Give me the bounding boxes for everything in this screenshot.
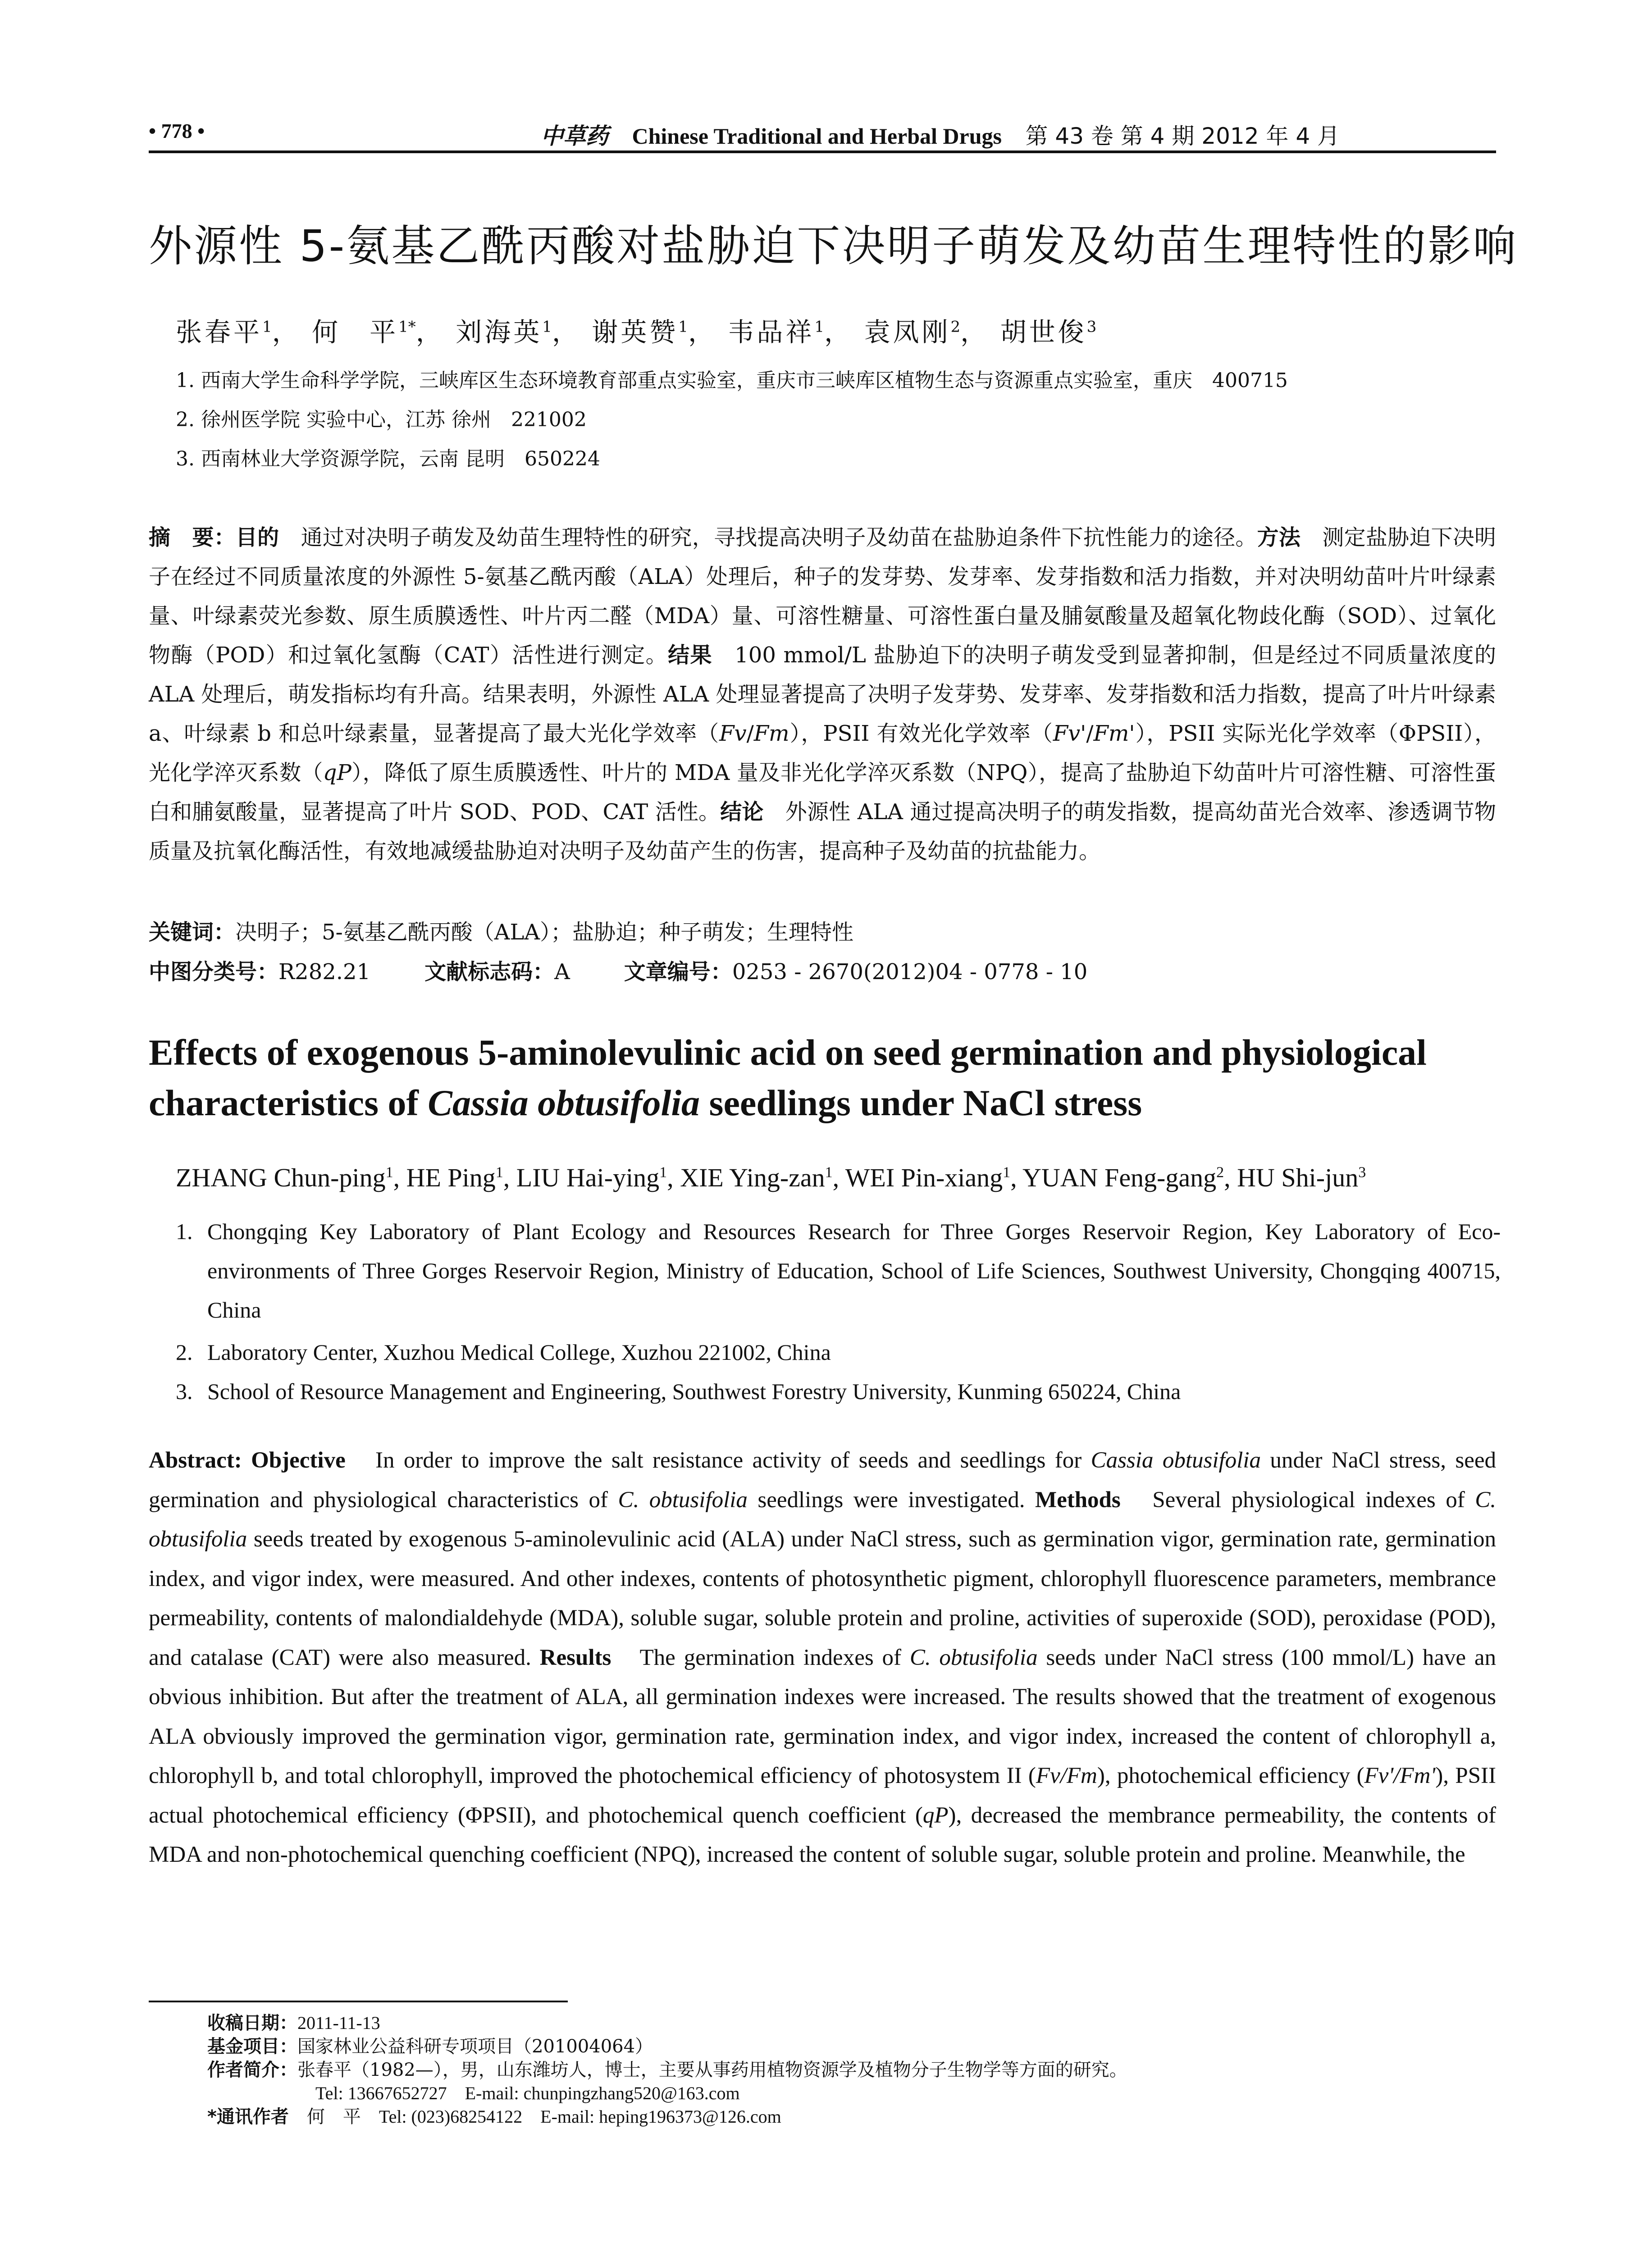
en-title: Effects of exogenous 5-aminolevulinic acid on seed germination and physiological characteristics of Cassia obtusifolia seedlings under NaCl stress xyxy=(149,1032,1427,1123)
cn-title: 外源性 5-氨基乙酰丙酸对盐胁迫下决明子萌发及幼苗生理特性的影响 xyxy=(149,221,1518,271)
cn-author: 张春平$^1$ xyxy=(176,317,272,347)
en-affiliation-2: 2. Laboratory Center, Xuzhou Medical College, Xuzhou 221002, China xyxy=(176,1340,831,1365)
cn-affiliation-2: 2. 徐州医学院 实验中心，江苏 徐州 221002 xyxy=(176,408,587,431)
cn-author: 胡世俊$^3$ xyxy=(1000,317,1097,347)
footnote-corresponding: *通讯作者 何 平 Tel: (023)68254122 E-mail: heping196373@126.com xyxy=(207,2106,781,2127)
en-author: HU Shi-jun$^3$ xyxy=(1237,1163,1366,1192)
en-author: ZHANG Chun-ping$^1$ xyxy=(176,1163,393,1192)
cn-author: 韦品祥$^1$ xyxy=(728,317,825,347)
running-header xyxy=(149,116,1496,152)
en-affiliation-1: 1. Chongqing Key Laboratory of Plant Ecology and Resources Research for Three Gorges Reservoir Region, Key Laboratory of Eco-environments of Three Gorges Reservoir Region, Ministry of Education, School of Life Sciences, Southwest University, Chongqing 400715, China xyxy=(176,1219,1501,1322)
footnote-bio-contact: Tel: 13667652727 E-mail: chunpingzhang520@163.com xyxy=(315,2083,740,2103)
cn-author: 谢英赞$^1$ xyxy=(592,317,688,347)
journal-title-en: Chinese Traditional and Herbal Drugs xyxy=(632,123,1002,149)
journal-title-cn: 中草药 xyxy=(541,123,608,149)
volume-issue: 第 43 卷 第 4 期 2012 年 4 月 xyxy=(1025,123,1340,149)
cn-affiliation-3: 3. 西南林业大学资源学院，云南 昆明 650224 xyxy=(176,447,600,470)
cn-authors: 张春平$^1$， 何 平$^{1*}$， 刘海英$^1$， 谢英赞$^1$， 韦品祥$^1$， 袁凤刚$^2$， 胡世俊$^3$ xyxy=(176,317,1097,347)
en-abstract: Abstract: Objective In order to improve the salt resistance activity of seeds and seedlings for Cassia obtusifolia under NaCl stress, seed germination and physiological characteristics of C. obtusifolia seedlings were investigated. Methods Several physiological indexes of C. obtusifolia seeds treated by exogenous 5-aminolevulinic acid (ALA) under NaCl stress, such as germination vigor, germination rate, germination index, and vigor index, were measured. And other indexes, contents of photosynthetic pigment, chlorophyll fluorescence parameters, membrance permeability, contents of malondialdehyde (MDA), soluble sugar, soluble protein and proline, activities of superoxide (SOD), peroxidase (POD), and catalase (CAT) were also measured. Results The germination indexes of C. obtusifolia seeds under NaCl stress (100 mmol/L) have an obvious inhibition. But after the treatment of ALA, all germination indexes were increased. The results showed that the treatment of exogenous ALA obviously improved the germination vigor, germination rate, germination index, and vigor index, increased the content of chlorophyll a, chlorophyll b, and total chlorophyll, improved the photochemical efficiency of photosystem II (Fv/Fm), photochemical efficiency (Fv'/Fm'), PSII actual photochemical efficiency (ΦPSII), and photochemical quench coefficient (qP), decreased the membrance permeability, the contents of MDA and non-photochemical quenching coefficient (NPQ), increased the content of soluble sugar, soluble protein and proline. Meanwhile, the xyxy=(149,1448,1496,1867)
cn-author: 刘海英$^1$ xyxy=(456,317,552,347)
cn-classification xyxy=(149,954,1496,985)
en-author: HE Ping$^1$ xyxy=(406,1163,503,1192)
footnote-fund: 基金项目：国家林业公益科研专项项目（201004064） xyxy=(207,2036,653,2057)
header-rule xyxy=(149,150,1496,153)
cn-author: 何 平$^{1*}$ xyxy=(312,317,416,347)
journal-title xyxy=(541,118,1340,150)
footnote-received: 收稿日期：2011-11-13 xyxy=(207,2013,380,2033)
en-authors: ZHANG Chun-ping$^1$, HE Ping$^1$, LIU Hai-ying$^1$, XIE Ying-zan$^1$, WEI Pin-xiang$^1$, YUAN Feng-gang$^2$, HU Shi-jun$^3$ xyxy=(176,1163,1366,1192)
cn-abstract: 摘 要：目的 通过对决明子萌发及幼苗生理特性的研究，寻找提高决明子及幼苗在盐胁迫条件下抗性能力的途径。方法 测定盐胁迫下决明子在经过不同质量浓度的外源性 5-氨基乙酰丙酸（ALA）处理后，种子的发芽势、发芽率、发芽指数和活力指数，并对决明幼苗叶片叶绿素量、叶绿素荧光参数、原生质膜透性、叶片丙二醛（MDA）量、可溶性糖量、可溶性蛋白量及脯氨酸量及超氧化物歧化酶（SOD）、过氧化物酶（POD）和过氧化氢酶（CAT）活性进行测定。结果 100 mmol/L 盐胁迫下的决明子萌发受到显著抑制，但是经过不同质量浓度的 ALA 处理后，萌发指标均有升高。结果表明，外源性 ALA 处理显著提高了决明子发芽势、发芽率、发芽指数和活力指数，提高了叶片叶绿素 a、叶绿素 b 和总叶绿素量，显著提高了最大光化学效率（Fv/Fm），PSII 有效光化学效率（Fv'/Fm'），PSII 实际光化学效率（ΦPSII），光化学淬灭系数（qP），降低了原生质膜透性、叶片的 MDA 量及非光化学淬灭系数（NPQ），提高了盐胁迫下幼苗叶片可溶性糖、可溶性蛋白和脯氨酸量，显著提高了叶片 SOD、POD、CAT 活性。结论 外源性 ALA 通过提高决明子的萌发指数，提高幼苗光合效率、渗透调节物质量及抗氧化酶活性，有效地减缓盐胁迫对决明子及幼苗产生的伤害，提高种子及幼苗的抗盐能力。 xyxy=(149,525,1496,864)
page-number: • 778 • xyxy=(149,119,205,142)
doc-code: 文献标志码：A xyxy=(424,959,570,985)
cn-author: 袁凤刚$^2$ xyxy=(864,317,961,347)
en-affiliation-3: 3. School of Resource Management and Engineering, Southwest Forestry University, Kunming 650224, China xyxy=(176,1379,1181,1404)
en-author: XIE Ying-zan$^1$ xyxy=(680,1163,833,1192)
cn-keywords: 关键词：决明子；5-氨基乙酰丙酸（ALA）；盐胁迫；种子萌发；生理特性 xyxy=(149,920,853,945)
footnote-bio: 作者简介：张春平（1982—），男，山东潍坊人，博士，主要从事药用植物资源学及植物分子生物学等方面的研究。 xyxy=(207,2060,1127,2080)
cn-affiliation-1: 1. 西南大学生命科学学院，三峡库区生态环境教育部重点实验室，重庆市三峡库区植物生态与资源重点实验室，重庆 400715 xyxy=(176,369,1288,392)
clc-number: 中图分类号：R282.21 xyxy=(149,959,371,985)
footnote-rule xyxy=(149,2001,568,2002)
en-author: YUAN Feng-gang$^2$ xyxy=(1022,1163,1224,1192)
en-author: WEI Pin-xiang$^1$ xyxy=(845,1163,1011,1192)
article-number: 文章编号：0253 - 2670(2012)04 - 0778 - 10 xyxy=(624,959,1088,985)
en-author: LIU Hai-ying$^1$ xyxy=(516,1163,667,1192)
